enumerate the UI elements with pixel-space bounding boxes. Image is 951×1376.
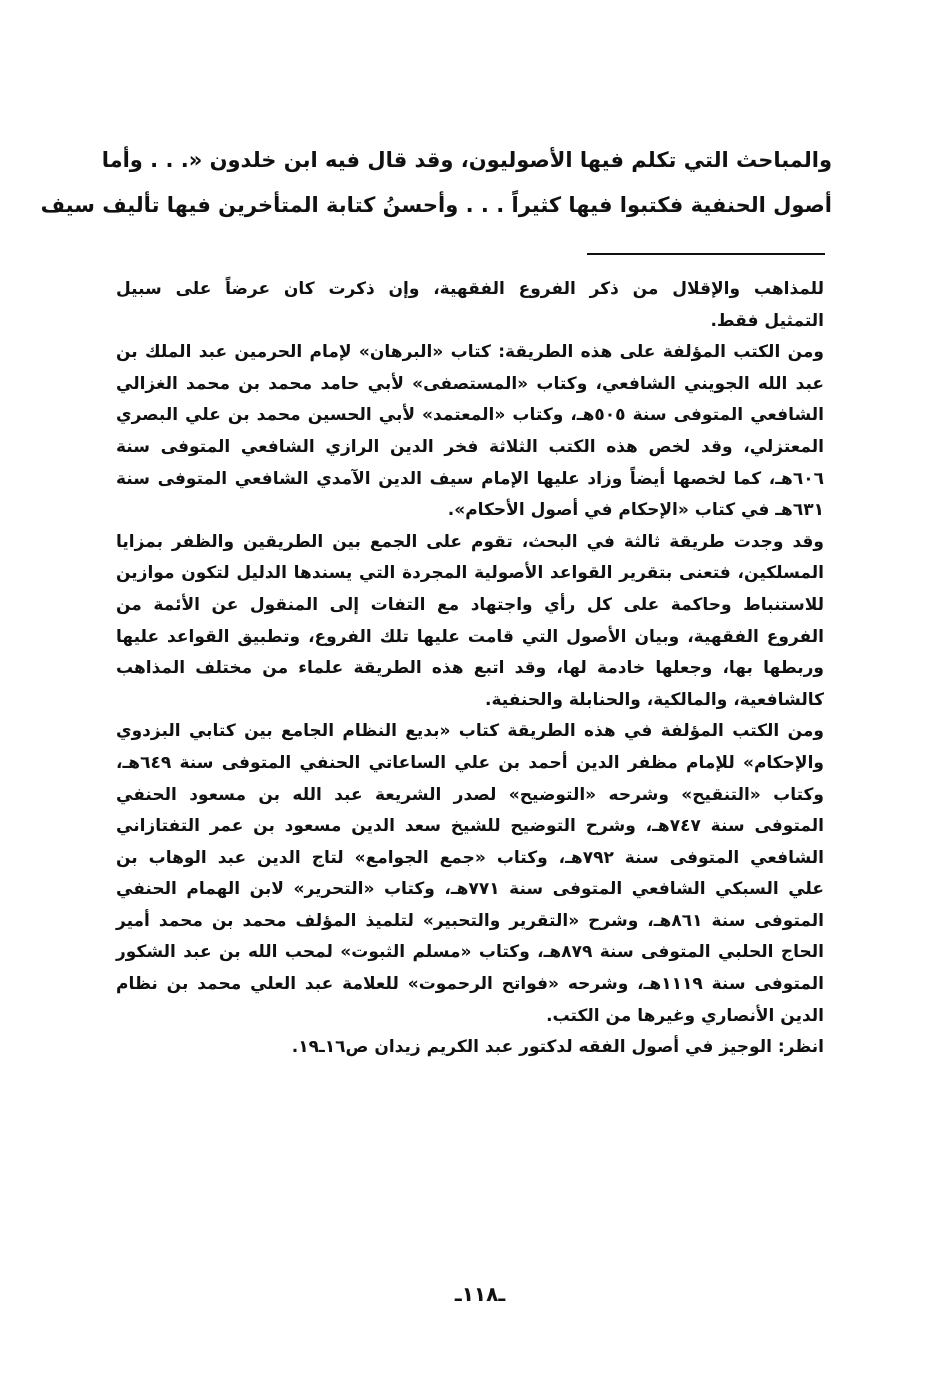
footnote-line: التمثيل فقط. — [710, 310, 824, 331]
main-text-line: أصول الحنفية فكتبوا فيها كثيراً . . . وأحسنُ كتابة المتأخرين فيها تأليف سيف — [40, 193, 832, 217]
footnote-line: الحاج الحلبي المتوفى سنة ٨٧٩هـ، وكتاب «مسلم الثبوت» لمحب الله بن عبد الشكور — [116, 942, 824, 963]
footnote-line: الشافعي المتوفى سنة ٧٩٢هـ، وكتاب «جمع الجوامع» لتاج الدين عبد الوهاب بن — [116, 847, 825, 868]
footnote-line: المتوفى سنة ١١١٩هـ، وشرحه «فواتح الرحموت» للعلامة عبد العلي محمد بن نظام — [116, 974, 824, 995]
footnote-line: الفروع الفقهية، وبيان الأصول التي قامت عليها تلك الفروع، وتطبيق القواعد عليها — [116, 626, 824, 647]
footnote-line: والإحكام» للإمام مظفر الدين أحمد بن علي الساعاتي الحنفي المتوفى سنة ٦٤٩هـ، — [116, 752, 824, 773]
footnote-line: للمذاهب والإقلال من ذكر الفروع الفقهية، وإن ذكرت كان عرضاً على سبيل — [116, 279, 824, 299]
main-body-text — [40, 138, 832, 228]
main-text-line: والمباحث التي تكلم فيها الأصوليون، وقد قال فيه ابن خلدون «. . . وأما — [101, 148, 832, 172]
footnote-line: الشافعي المتوفى سنة ٥٠٥هـ، وكتاب «المعتمد» لأبي الحسين محمد بن علي البصري — [116, 405, 825, 426]
footnote-line: انظر: الوجيز في أصول الفقه لدكتور عبد الكريم زيدان ص١٦ـ١٩. — [291, 1037, 824, 1058]
footnote-line: كالشافعية، والمالكية، والحنابلة والحنفية. — [485, 689, 824, 710]
footnote-line: علي السبكي الشافعي المتوفى سنة ٧٧١هـ، وكتاب «التحرير» لابن الهمام الحنفي — [116, 879, 824, 900]
footnote-line: الدين الأنصاري وغيرها من الكتب. — [546, 1005, 824, 1026]
footnote-line: المتوفى سنة ٧٤٧هـ، وشرح التوضيح للشيخ سعد الدين مسعود بن عمر التفتازاني — [116, 816, 824, 837]
footnote-line: للاستنباط وحاكمة على كل رأي واجتهاد مع التفات إلى المنقول عن الأئمة من — [116, 594, 824, 615]
page-number: ـ١١٨ـ — [454, 1282, 506, 1306]
footnote-line: ٦٠٦هـ، كما لخصها أيضاً وزاد عليها الإمام سيف الدين الآمدي الشافعي المتوفى سنة — [116, 468, 824, 489]
footnote-line: عبد الله الجويني الشافعي، وكتاب «المستصفى» لأبي حامد محمد بن محمد الغزالي — [116, 373, 824, 394]
footnote-line: المعتزلي، وقد لخص هذه الكتب الثلاثة فخر الدين الرازي الشافعي المتوفى سنة — [116, 436, 824, 457]
footnote-line: ومن الكتب المؤلفة على هذه الطريقة: كتاب «البرهان» لإمام الحرمين عبد الملك بن — [116, 342, 824, 363]
footnote-line: ٦٣١هـ في كتاب «الإحكام في أصول الأحكام». — [447, 500, 824, 521]
footnote-line: وكتاب «التنقيح» وشرحه «التوضيح» لصدر الشريعة عبد الله بن مسعود الحنفي — [116, 784, 824, 805]
footnote-line: المسلكين، فتعنى بتقرير القواعد الأصولية المجردة التي يسندها الدليل لتكون موازين — [116, 563, 824, 584]
footnote-block — [116, 274, 824, 1064]
footnote-line: المتوفى سنة ٨٦١هـ، وشرح «التقرير والتحبير» لتلميذ المؤلف محمد بن محمد أمير — [116, 910, 824, 931]
footnote-line: وربطها بها، وجعلها خادمة لها، وقد اتبع هذه الطريقة علماء من مختلف المذاهب — [116, 658, 824, 679]
footnote-divider — [587, 253, 825, 255]
footnote-line: ومن الكتب المؤلفة في هذه الطريقة كتاب «بديع النظام الجامع بين كتابي البزدوي — [116, 721, 824, 742]
footnote-line: وقد وجدت طريقة ثالثة في البحث، تقوم على الجمع بين الطريقين والظفر بمزايا — [116, 531, 824, 552]
